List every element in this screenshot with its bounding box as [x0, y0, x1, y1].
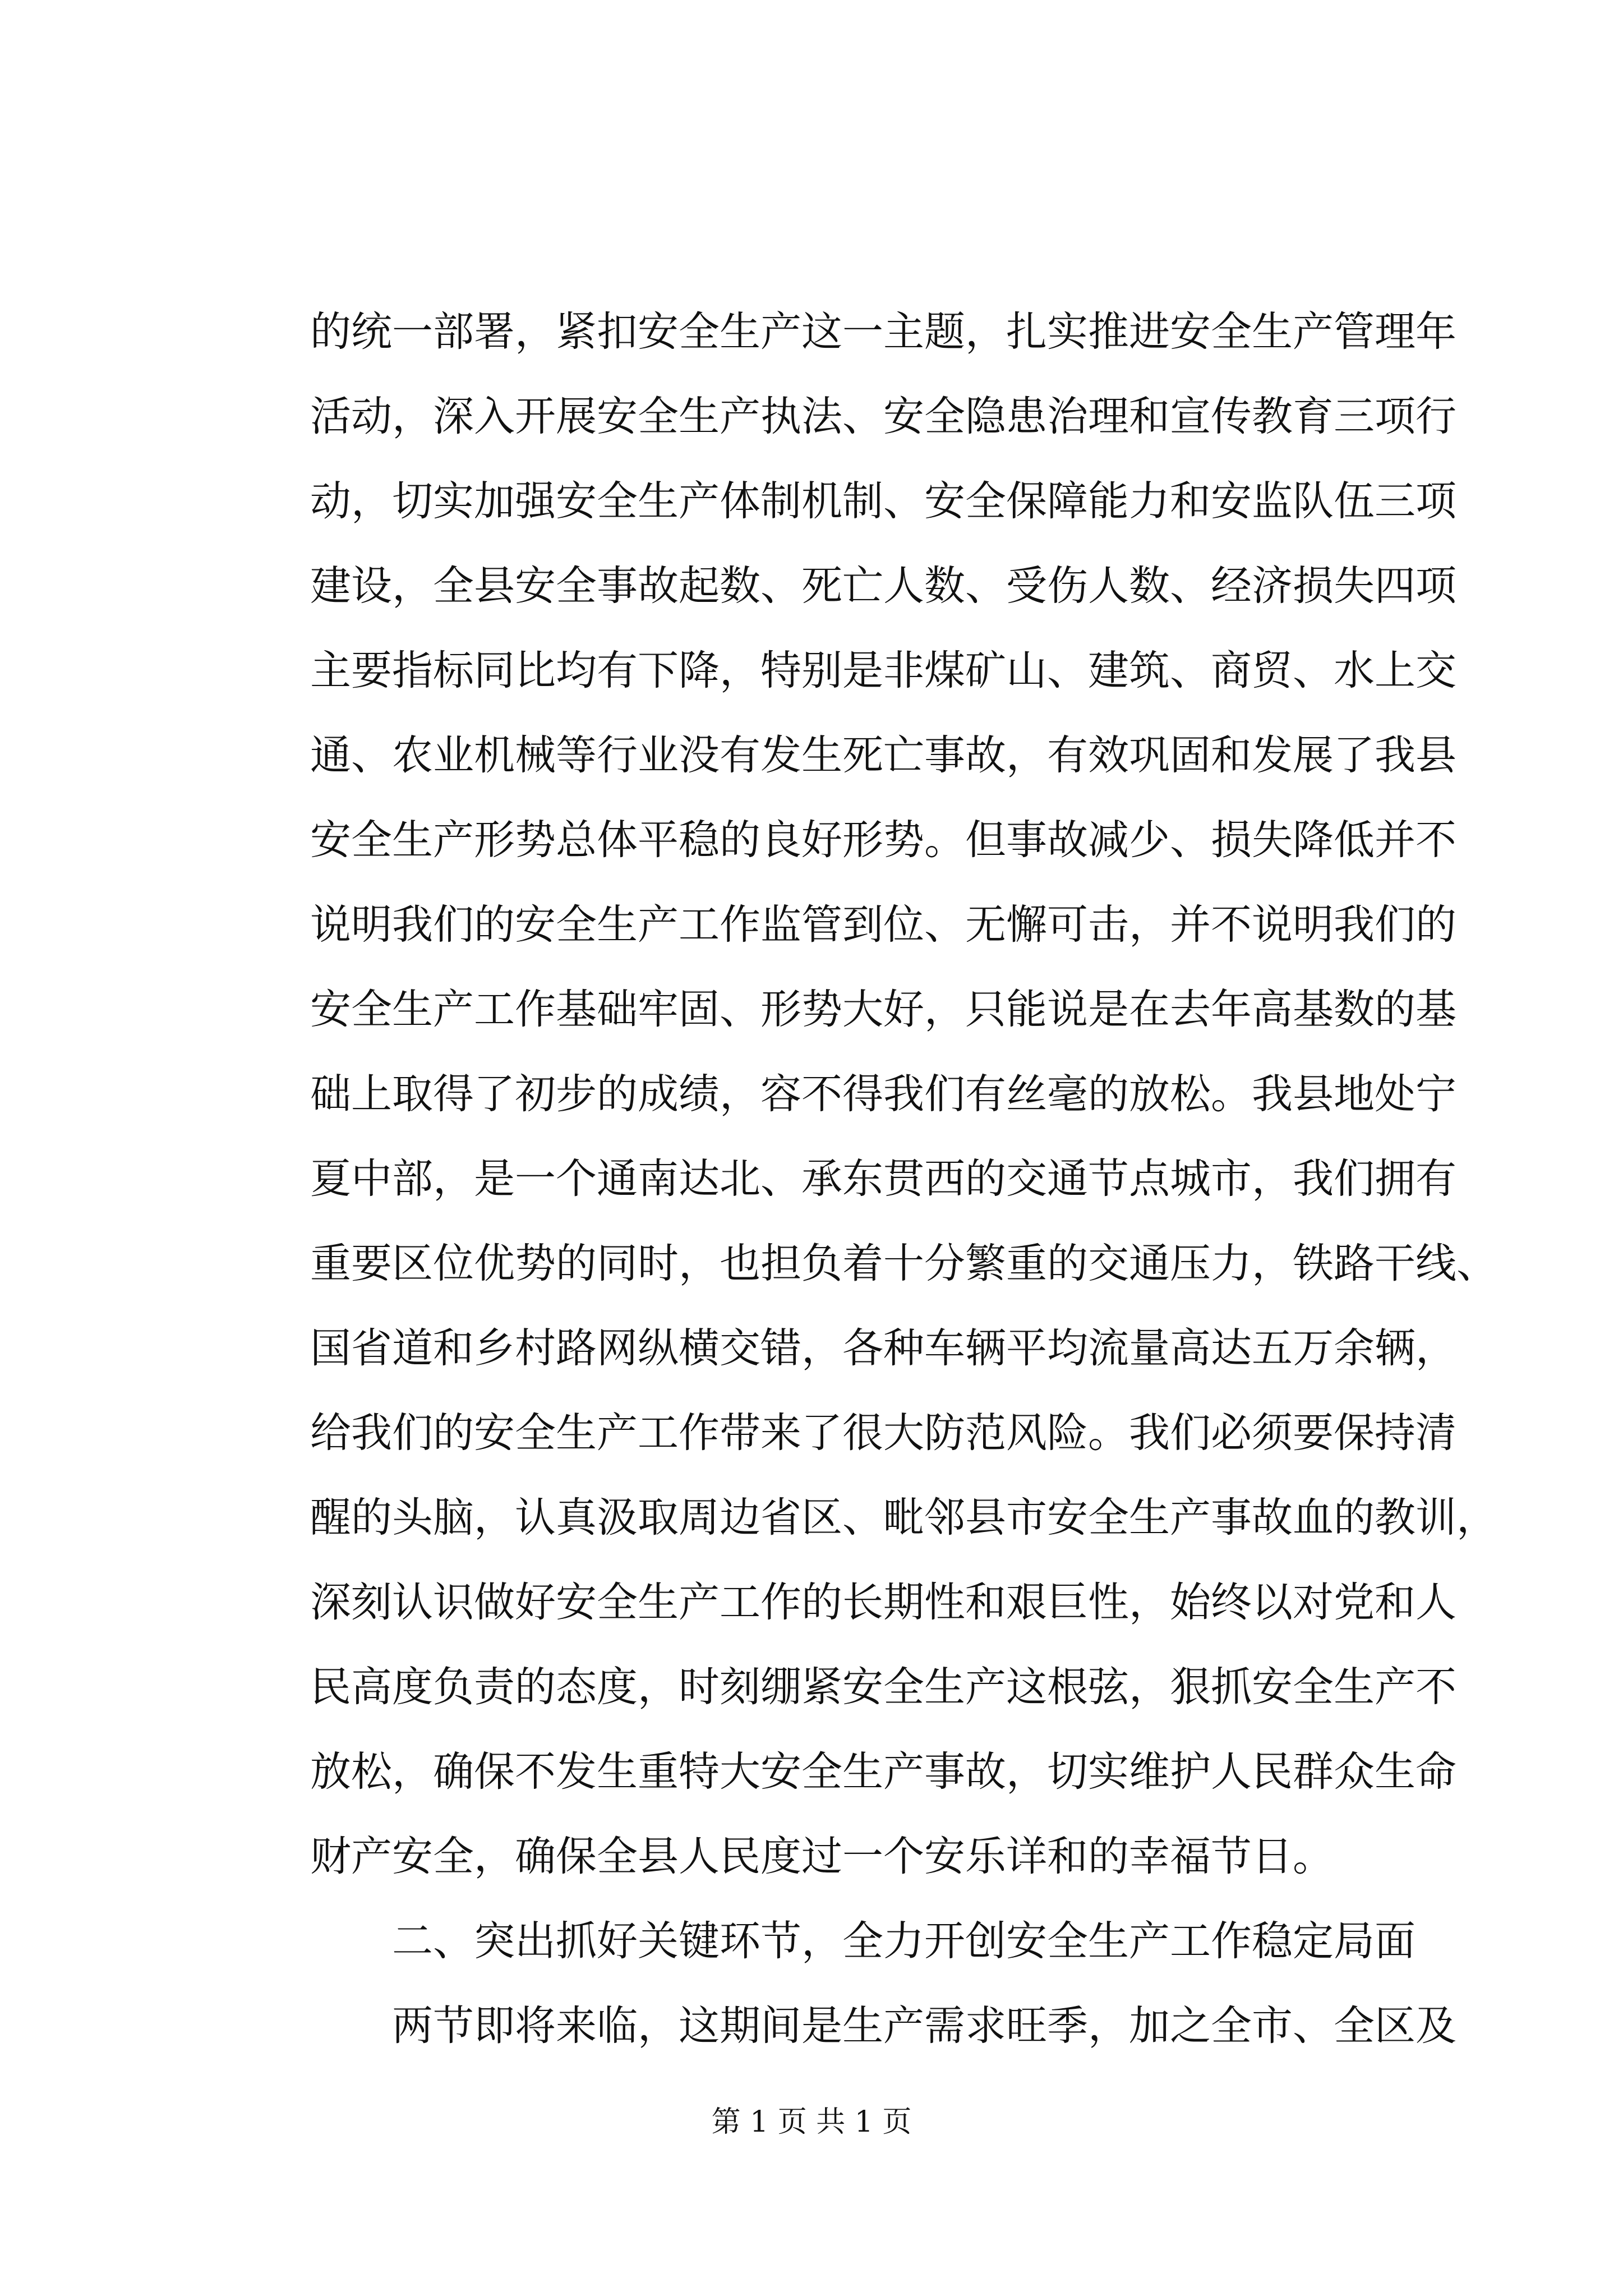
text-line: 说明我们的安全生产工作监管到位、无懈可击，并不说明我们的 [310, 901, 1456, 949]
text-line: 深刻认识做好安全生产工作的长期性和艰巨性，始终以对党和人 [310, 1579, 1456, 1626]
paragraph-1 [310, 289, 1497, 1899]
text-line: 安全生产形势总体平稳的良好形势。但事故减少、损失降低并不 [310, 816, 1456, 864]
text-line: 放松，确保不发生重特大安全生产事故，切实维护人民群众生命 [310, 1748, 1456, 1796]
text-line: 国省道和乡村路网纵横交错，各种车辆平均流量高达五万余辆， [310, 1324, 1456, 1372]
paragraph-2-text: 两节即将来临，这期间是生产需求旺季，加之全市、全区及 [392, 2002, 1456, 2050]
text-line: 重要区位优势的同时，也担负着十分繁重的交通压力，铁路干线、 [310, 1240, 1497, 1287]
text-line: 动，切实加强安全生产体制机制、安全保障能力和安监队伍三项 [310, 477, 1456, 525]
text-line: 建设，全县安全事故起数、死亡人数、受伤人数、经济损失四项 [310, 562, 1456, 610]
text-line: 的统一部署，紧扣安全生产这一主题，扎实推进安全生产管理年 [310, 308, 1456, 356]
text-line: 醒的头脑，认真汲取周边省区、毗邻县市安全生产事故血的教训， [310, 1494, 1497, 1542]
text-line: 安全生产工作基础牢固、形势大好，只能说是在去年高基数的基 [310, 986, 1456, 1033]
text-line: 民高度负责的态度，时刻绷紧安全生产这根弦，狠抓安全生产不 [310, 1663, 1456, 1711]
text-line: 础上取得了初步的成绩，容不得我们有丝毫的放松。我县地处宁 [310, 1070, 1456, 1118]
section-heading [310, 1899, 1415, 1984]
text-line: 给我们的安全生产工作带来了很大防范风险。我们必须要保持清 [310, 1409, 1456, 1457]
text-line: 夏中部，是一个通南达北、承东贯西的交通节点城市，我们拥有 [310, 1155, 1456, 1203]
text-line: 财产安全，确保全县人民度过一个安乐详和的幸福节日。 [310, 1833, 1334, 1880]
text-line: 通、农业机械等行业没有发生死亡事故，有效巩固和发展了我县 [310, 731, 1456, 779]
text-line: 活动，深入开展安全生产执法、安全隐患治理和宣传教育三项行 [310, 393, 1456, 440]
section-heading-text: 二、突出抓好关键环节，全力开创安全生产工作稳定局面 [392, 1917, 1415, 1965]
page-footer: 第 1 页 共 1 页 [711, 2105, 912, 2139]
paragraph-2 [310, 1984, 1456, 2068]
text-line: 主要指标同比均有下降，特别是非煤矿山、建筑、商贸、水上交 [310, 647, 1456, 694]
